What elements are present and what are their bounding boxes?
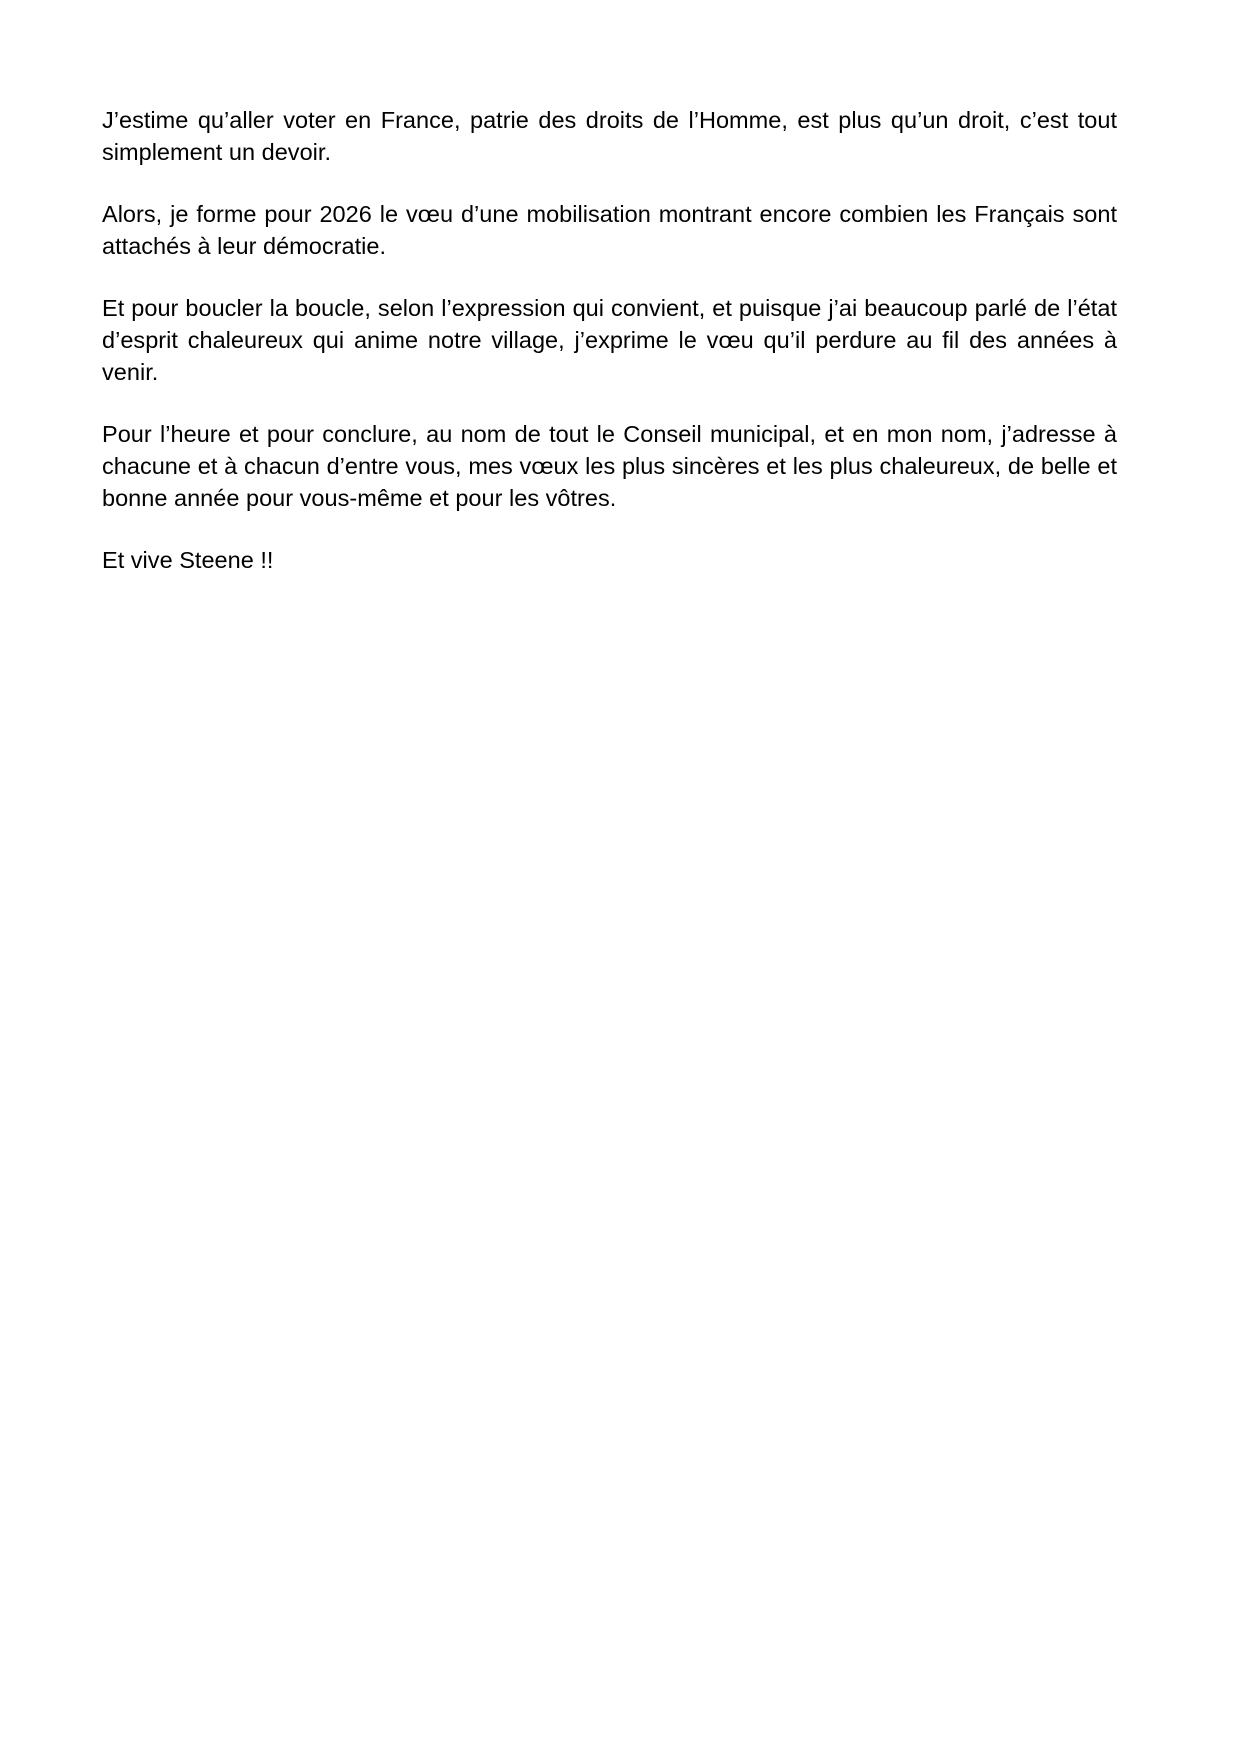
paragraph-vive-steene: Et vive Steene !! — [102, 547, 274, 573]
paragraph-voeu-2026: Alors, je forme pour 2026 le vœu d’une mobilisation montrant encore combien les Français sont attachés à leur démocratie. — [102, 201, 1117, 259]
document-body — [102, 104, 1117, 576]
paragraph-vote-devoir: J’estime qu’aller voter en France, patrie des droits de l’Homme, est plus qu’un droit, c’est tout simplement un devoir. — [102, 107, 1117, 165]
paragraph-conclusion-voeux: Pour l’heure et pour conclure, au nom de tout le Conseil municipal, et en mon nom, j’adresse à chacune et à chacun d’entre vous, mes vœux les plus sincères et les plus chaleureux, de belle et bonne année pour vous-même et pour les vôtres. — [102, 421, 1117, 511]
paragraph-boucler-la-boucle: Et pour boucler la boucle, selon l’expression qui convient, et puisque j’ai beaucoup parlé de l’état d’esprit chaleureux qui anime notre village, j’exprime le vœu qu’il perdure au fil des années à venir. — [102, 295, 1117, 385]
